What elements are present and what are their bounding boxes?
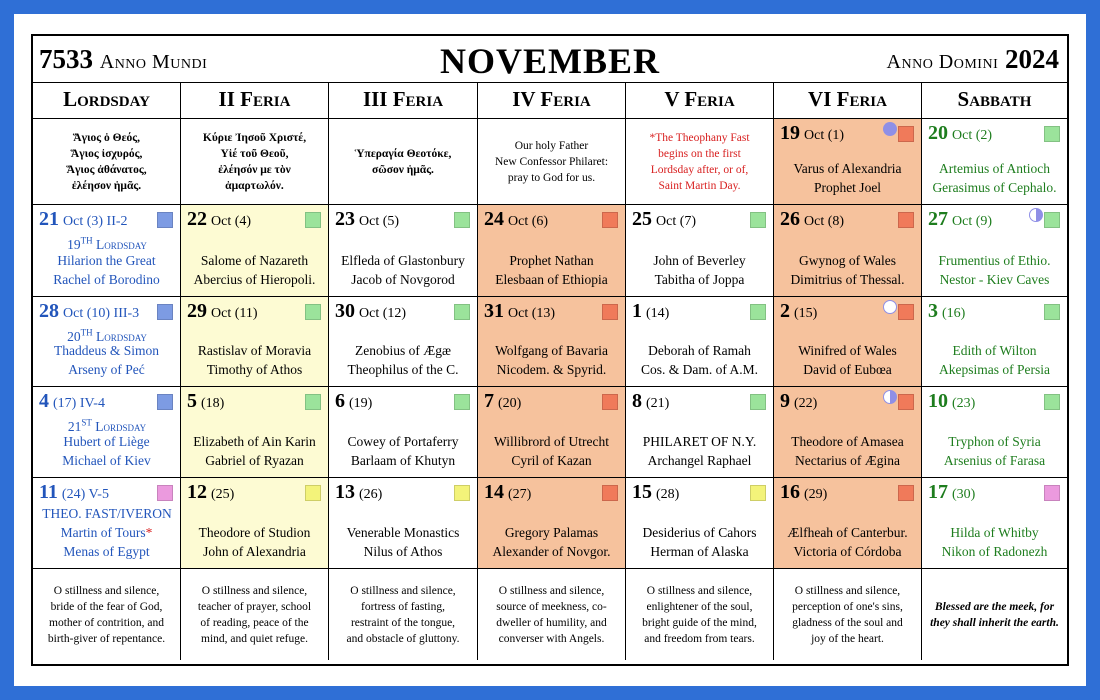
weekday-header: VI Feria (774, 82, 922, 119)
weekday-header: II Feria (181, 82, 329, 119)
rank-square-icon (750, 394, 766, 410)
rank-square-icon (157, 304, 173, 320)
rank-square-icon (305, 304, 321, 320)
footer-quote: O stillness and silence, fortress of fasting, restraint of the tongue, and obstacle of gluttony. (329, 569, 478, 660)
lordsday-label: 19TH Lordsday (67, 235, 147, 252)
old-calendar-date: Oct (6) (508, 214, 549, 229)
day-number: 17 (928, 481, 948, 503)
rank-square-icon (750, 212, 766, 228)
day-cell[interactable] (922, 119, 1067, 205)
saints-list (774, 252, 921, 289)
day-cell[interactable] (626, 205, 774, 297)
calendar-grid (33, 82, 1067, 660)
saints-list (329, 342, 477, 379)
saint-name: John of Beverley (653, 253, 746, 268)
saint-name: Venerable Monastics (346, 525, 460, 540)
old-calendar-date: (30) (952, 487, 976, 502)
saints-list (181, 524, 328, 561)
day-cell[interactable] (774, 387, 922, 478)
day-number: 25 (632, 208, 652, 230)
old-calendar-date: Oct (8) (804, 214, 845, 229)
footer-quote: O stillness and silence, source of meekness, co- dweller of humility, and converser with Angels. (478, 569, 626, 660)
rank-square-icon (1044, 126, 1060, 142)
anno-domini (887, 44, 1059, 75)
prayer-cell: Our holy Father New Confessor Philaret: pray to God for us. (478, 119, 626, 205)
day-number: 15 (632, 481, 652, 503)
month-title: NOVEMBER (439, 41, 660, 81)
rank-square-icon (1044, 304, 1060, 320)
saint-name: Abercius of Hieropoli. (193, 271, 316, 287)
half-moon-icon (883, 390, 897, 404)
old-calendar-date: (16) (942, 306, 966, 321)
weekday-header: Lordsday (33, 82, 181, 119)
saint-name: Cyril of Kazan (511, 452, 592, 468)
saint-name: Nikon of Radonezh (941, 543, 1048, 559)
saints-list (774, 342, 921, 379)
saint-name: Edith of Wilton (952, 343, 1037, 358)
day-number: 5 (187, 390, 197, 412)
footer-quote: O stillness and silence, teacher of prayer, school of reading, peace of the mind, and quiet refuge. (181, 569, 329, 660)
saint-name: Alexander of Novgor. (492, 543, 611, 559)
saint-name: Victoria of Córdoba (793, 543, 902, 559)
rank-square-icon (898, 485, 914, 501)
saint-name: Zenobius of Ægæ (355, 343, 451, 358)
rank-square-icon (602, 212, 618, 228)
rank-square-icon (454, 485, 470, 501)
footer-quote: O stillness and silence, enlightener of the soul, bright guide of the mind, and freedom from tears. (626, 569, 774, 660)
old-calendar-date: (27) (508, 487, 532, 502)
weekday-header: IV Feria (478, 82, 626, 119)
day-number: 8 (632, 390, 642, 412)
saints-list (626, 524, 773, 561)
saint-name: Cowey of Portaferry (347, 434, 459, 449)
rank-square-icon (602, 485, 618, 501)
saint-name: Herman of Alaska (650, 543, 749, 559)
prayer-cell: Ἅγιος ὁ Θεός, Ἅγιος ἰσχυρός, Ἅγιος ἀθάνατος, ἐλέησον ἡμᾶς. (33, 119, 181, 205)
saint-name: Wolfgang of Bavaria (495, 343, 608, 358)
day-cell[interactable] (478, 478, 626, 569)
day-number: 30 (335, 300, 355, 322)
ad-label: Anno Domini (886, 51, 999, 73)
old-calendar-date: Oct (3) II-2 (63, 214, 128, 229)
saint-name: Dimitrius of Thessal. (790, 271, 905, 287)
saint-name: Elizabeth of Ain Karin (193, 434, 316, 449)
saint-name: Martin of Tours* (60, 525, 153, 540)
saint-name: Jacob of Novgorod (351, 271, 455, 287)
saint-name: Gwynog of Wales (799, 253, 896, 268)
saints-list (478, 342, 625, 379)
day-number: 3 (928, 300, 938, 322)
day-cell[interactable] (329, 387, 478, 478)
saint-name: Michael of Kiev (62, 452, 151, 468)
saint-name: Menas of Egypt (63, 543, 150, 559)
saint-name: Desiderius of Cahors (642, 525, 757, 540)
old-calendar-date: Oct (13) (508, 306, 556, 321)
old-calendar-date: (22) (794, 396, 818, 411)
day-number: 22 (187, 208, 207, 230)
old-calendar-date: Oct (10) III-3 (63, 306, 140, 321)
day-number: 20 (928, 122, 948, 144)
rank-square-icon (1044, 212, 1060, 228)
am-year: 7533 (39, 44, 93, 74)
day-number: 2 (780, 300, 790, 322)
saint-name: Winifred of Wales (798, 343, 897, 358)
day-number: 19 (780, 122, 800, 144)
day-cell[interactable] (329, 205, 478, 297)
day-number: 7 (484, 390, 494, 412)
day-number: 23 (335, 208, 355, 230)
day-number: 26 (780, 208, 800, 230)
rank-square-icon (305, 485, 321, 501)
half-moon-icon (1029, 208, 1043, 222)
saints-list (33, 342, 180, 379)
day-cell[interactable] (626, 387, 774, 478)
saint-name: Prophet Nathan (509, 253, 594, 268)
saint-name: Hubert of Liège (63, 434, 150, 449)
rank-square-icon (602, 304, 618, 320)
day-cell[interactable] (478, 297, 626, 387)
day-number: 21 (39, 208, 59, 230)
old-calendar-date: (20) (498, 396, 522, 411)
ad-year: 2024 (1005, 44, 1059, 74)
lordsday-label: 21ST Lordsday (67, 417, 147, 434)
saints-list (922, 160, 1067, 197)
saints-list (33, 252, 180, 289)
calendar-header (33, 36, 1067, 83)
saint-name: Theodore of Amasea (791, 434, 904, 449)
old-calendar-date: (18) (201, 396, 225, 411)
full-moon-icon (883, 300, 897, 314)
old-calendar-date: (23) (952, 396, 976, 411)
day-cell[interactable] (181, 478, 329, 569)
rank-square-icon (898, 126, 914, 142)
rank-square-icon (750, 485, 766, 501)
saints-list (181, 342, 328, 379)
saint-name: Salome of Nazareth (200, 253, 309, 268)
saints-list (626, 433, 773, 470)
day-number: 11 (39, 481, 58, 503)
saints-list (181, 433, 328, 470)
rank-square-icon (454, 394, 470, 410)
saint-name: Tabitha of Joppa (654, 271, 745, 287)
saints-list (329, 524, 477, 561)
old-calendar-date: (25) (211, 487, 235, 502)
footer-quote: O stillness and silence, bride of the fear of God, mother of contrition, and birth-giver of repentance. (33, 569, 181, 660)
am-label: Anno Mundi (99, 51, 208, 73)
saints-list (774, 160, 921, 197)
saint-name: Arseny of Peć (68, 361, 145, 377)
saint-name: Gerasimus of Cephalo. (932, 179, 1057, 195)
day-cell[interactable] (33, 387, 181, 478)
lordsday-label: 20TH Lordsday (67, 327, 147, 344)
saint-name: Barlaam of Khutyn (350, 452, 456, 468)
saint-name: Nestor - Kiev Caves (939, 271, 1050, 287)
day-cell[interactable] (922, 297, 1067, 387)
rank-square-icon (157, 212, 173, 228)
day-number: 4 (39, 390, 49, 412)
old-calendar-date: (26) (359, 487, 383, 502)
prayer-cell: Κύριε Ἰησοῦ Χριστέ, Υἱέ τοῦ Θεοῦ, ἐλέησόν με τὸν ἁμαρτωλόν. (181, 119, 329, 205)
saint-name: Nilus of Athos (363, 543, 443, 559)
saint-name: Archangel Raphael (647, 452, 752, 468)
saint-name: Timothy of Athos (206, 361, 303, 377)
lordsday-label: THEO. FAST/IVERON (42, 506, 172, 521)
saint-name: Hilda of Whitby (950, 525, 1039, 540)
saint-name: Elfleda of Glastonbury (341, 253, 465, 268)
saint-name: Nectarius of Ægina (795, 452, 900, 468)
saint-name: Varus of Alexandria (793, 161, 902, 176)
rank-square-icon (454, 212, 470, 228)
saints-list (329, 433, 477, 470)
saint-name: Thaddeus & Simon (54, 343, 159, 358)
saint-name: Elesbaan of Ethiopia (495, 271, 608, 287)
rank-square-icon (898, 212, 914, 228)
rank-square-icon (157, 485, 173, 501)
saint-name: Cos. & Dam. of A.M. (640, 361, 758, 377)
saint-name: Arsenius of Farasa (943, 452, 1046, 468)
old-calendar-date: Oct (12) (359, 306, 407, 321)
day-cell[interactable] (181, 205, 329, 297)
weekday-header: III Feria (329, 82, 478, 119)
saint-name: Ælfheah of Canterbur. (787, 525, 908, 540)
saint-name: Deborah of Ramah (648, 343, 751, 358)
saints-list (922, 252, 1067, 289)
old-calendar-date: (15) (794, 306, 818, 321)
day-cell[interactable] (922, 205, 1067, 297)
rank-square-icon (750, 304, 766, 320)
day-cell[interactable] (33, 297, 181, 387)
saint-name: PHILARET OF N.Y. (642, 434, 757, 449)
day-number: 13 (335, 481, 355, 503)
saints-list (181, 252, 328, 289)
old-calendar-date: Oct (2) (952, 128, 993, 143)
day-cell[interactable] (774, 205, 922, 297)
rank-square-icon (898, 304, 914, 320)
day-number: 12 (187, 481, 207, 503)
day-cell[interactable] (922, 478, 1067, 569)
saints-list (329, 252, 477, 289)
saints-list (33, 524, 180, 561)
saint-name: Theodore of Studion (198, 525, 311, 540)
day-number: 10 (928, 390, 948, 412)
prayer-cell: *The Theophany Fast begins on the first Lordsday after, or of, Saint Martin Day. (626, 119, 774, 205)
rank-square-icon (1044, 394, 1060, 410)
day-cell[interactable] (774, 119, 922, 205)
old-calendar-date: (29) (804, 487, 828, 502)
footer-quote: O stillness and silence, perception of one's sins, gladness of the soul and joy of the heart. (774, 569, 922, 660)
saints-list (626, 342, 773, 379)
old-calendar-date: (14) (646, 306, 670, 321)
day-cell[interactable] (626, 297, 774, 387)
rank-square-icon (602, 394, 618, 410)
saint-name: David of Eubœa (803, 361, 892, 377)
day-cell[interactable] (181, 387, 329, 478)
rank-square-icon (1044, 485, 1060, 501)
day-number: 27 (928, 208, 948, 230)
rank-square-icon (305, 394, 321, 410)
day-cell[interactable] (33, 478, 181, 569)
old-calendar-date: Oct (4) (211, 214, 252, 229)
saint-name: Prophet Joel (813, 179, 882, 195)
footer-quote: Blessed are the meek, for they shall inherit the earth. (930, 600, 1059, 629)
old-calendar-date: (17) IV-4 (53, 396, 105, 411)
saints-list (922, 433, 1067, 470)
rank-square-icon (898, 394, 914, 410)
day-cell[interactable] (626, 478, 774, 569)
day-number: 9 (780, 390, 790, 412)
weekday-header: V Feria (626, 82, 774, 119)
saints-list (626, 252, 773, 289)
day-cell[interactable] (181, 297, 329, 387)
old-calendar-date: Oct (7) (656, 214, 697, 229)
day-cell[interactable] (922, 387, 1067, 478)
day-number: 24 (484, 208, 504, 230)
day-number: 28 (39, 300, 59, 322)
old-calendar-date: Oct (5) (359, 214, 400, 229)
new-moon-icon (883, 122, 897, 136)
day-cell[interactable] (33, 205, 181, 297)
calendar-frame (31, 34, 1069, 666)
saint-name: Nicodem. & Spyrid. (496, 361, 607, 377)
prayer-cell: Ὑπεραγία Θεοτόκε, σῶσον ἡμᾶς. (329, 119, 478, 205)
saint-name: Artemius of Antioch (939, 161, 1050, 176)
old-calendar-date: (21) (646, 396, 670, 411)
day-cell[interactable] (478, 387, 626, 478)
saint-name: Gregory Palamas (504, 525, 599, 540)
day-cell[interactable] (329, 297, 478, 387)
saints-list (478, 524, 625, 561)
saints-list (478, 252, 625, 289)
rank-square-icon (305, 212, 321, 228)
day-number: 31 (484, 300, 504, 322)
old-calendar-date: (28) (656, 487, 680, 502)
day-number: 6 (335, 390, 345, 412)
day-number: 29 (187, 300, 207, 322)
day-number: 1 (632, 300, 642, 322)
weekday-header: Sabbath (922, 82, 1067, 119)
saints-list (922, 524, 1067, 561)
old-calendar-date: Oct (11) (211, 306, 258, 321)
old-calendar-date: Oct (9) (952, 214, 993, 229)
saint-name: Tryphon of Syria (948, 434, 1041, 449)
day-cell[interactable] (478, 205, 626, 297)
saints-list (774, 433, 921, 470)
old-calendar-date: Oct (1) (804, 128, 845, 143)
saint-name: John of Alexandria (203, 543, 306, 559)
rank-square-icon (454, 304, 470, 320)
day-number: 14 (484, 481, 504, 503)
saint-name: Akepsimas of Persia (939, 361, 1050, 377)
saints-list (33, 433, 180, 470)
saints-list (478, 433, 625, 470)
saint-name: Theophilus of the C. (347, 361, 459, 377)
rank-square-icon (157, 394, 173, 410)
day-number: 16 (780, 481, 800, 503)
saints-list (774, 524, 921, 561)
day-cell[interactable] (774, 478, 922, 569)
saint-name: Willibrord of Utrecht (494, 434, 609, 449)
day-cell[interactable] (329, 478, 478, 569)
old-calendar-date: (19) (349, 396, 373, 411)
saint-name: Rachel of Borodino (53, 271, 160, 287)
saint-name: Frumentius of Ethio. (938, 253, 1051, 268)
day-cell[interactable] (774, 297, 922, 387)
saint-name: Rastislav of Moravia (197, 343, 312, 358)
saint-name: Gabriel of Ryazan (205, 452, 304, 468)
old-calendar-date: (24) V-5 (61, 487, 109, 502)
saints-list (922, 342, 1067, 379)
saint-name: Hilarion the Great (57, 253, 156, 268)
